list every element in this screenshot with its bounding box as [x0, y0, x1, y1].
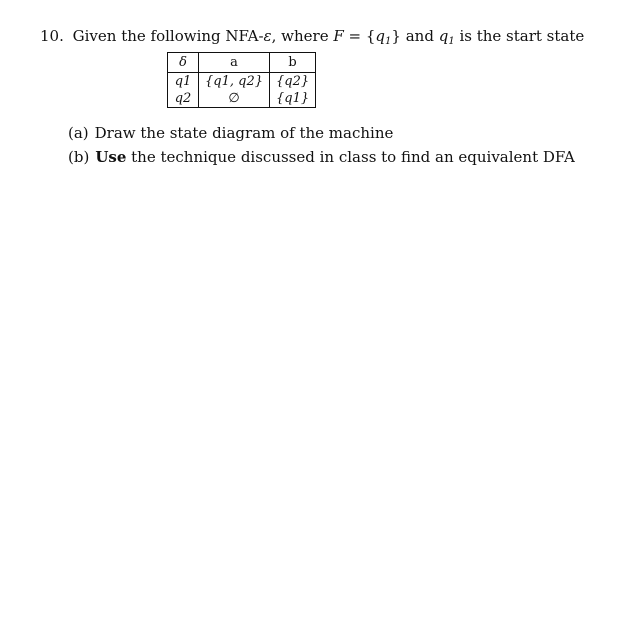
start-state-q: $q_1$ [438, 27, 455, 47]
q1-on-b: {q2} [270, 73, 316, 91]
subquestions [68, 121, 575, 169]
prompt-lead: Given the following NFA- [72, 27, 264, 45]
final-set-open: { [365, 27, 376, 45]
prompt-tail: is the start state [454, 27, 585, 45]
part-b-label: (b) [68, 148, 90, 166]
final-state-q: $q_1$ [375, 27, 392, 47]
part-b [68, 145, 575, 169]
q2-on-b: {q1} [270, 90, 316, 108]
epsilon-symbol: ε [263, 27, 272, 45]
q1-on-a: {q1, q2} [199, 73, 270, 91]
problem-number: 10. [40, 27, 64, 45]
prompt-mid: , where [271, 27, 334, 45]
table-header-row [168, 53, 316, 73]
table-row [168, 73, 316, 91]
part-a-text: Draw the state diagram of the machine [94, 124, 394, 142]
final-set-symbol: F [333, 27, 344, 45]
equals-sign: = [343, 27, 366, 45]
part-b-text: the technique discussed in class to find an equivalent DFA [126, 148, 575, 166]
delta-header: δ [168, 53, 199, 73]
problem-prompt [40, 26, 610, 52]
column-a-header: a [199, 53, 270, 73]
q2-on-a: ∅ [199, 90, 270, 108]
column-b-header: b [270, 53, 316, 73]
row-state-q2: q2 [168, 90, 199, 108]
row-state-q1: q1 [168, 73, 199, 91]
final-set-close: } [391, 27, 401, 45]
problem-10 [40, 26, 610, 166]
table-row [168, 90, 316, 108]
transition-table-wrap [167, 52, 316, 108]
and-text: and [400, 27, 439, 45]
part-a-label: (a) [68, 124, 89, 142]
part-b-bold: Use [95, 148, 127, 166]
transition-table [167, 52, 316, 108]
part-a [68, 121, 575, 145]
